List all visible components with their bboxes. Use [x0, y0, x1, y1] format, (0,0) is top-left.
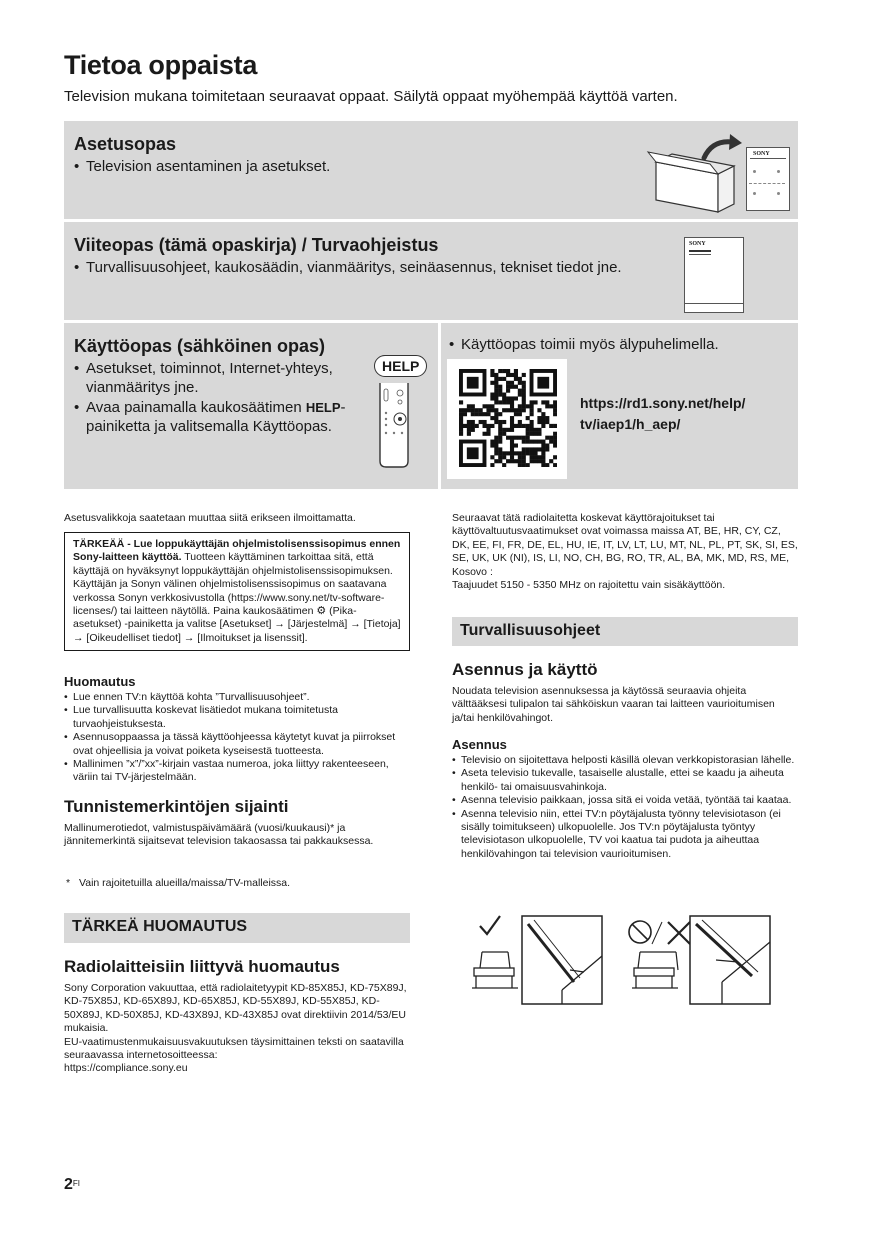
- help-guide-bullet-2: • Avaa painamalla kaukosäätimen HELP-painiketta ja valitsemalla Käyttöopas.: [74, 399, 346, 435]
- language-code: FI: [72, 1179, 81, 1188]
- list-item: • Asenna televisio niin, ettei TV:n pöytäjalusta työnny televisiotason (ei sisälly toimitukseen) ulkopuolelle. Jos TV:n pöytäjalusta työntyy televisiotason ulkopuolelle, TV voi kaatua tai pudota ja aiheuttaa henkilövahingon tai television vaurioitumisen.: [452, 807, 781, 860]
- license-notice-title: TÄRKEÄÄ - Lue loppukäyttäjän ohjelmistolisenssisopimus ennen Sony-laitteen käyttöä.: [73, 538, 401, 564]
- smartphone-note: • Käyttöopas toimii myös älypuhelimella.: [449, 336, 719, 353]
- list-item: • Asenna televisio paikkaan, jossa sitä ei voida vetää, työntää tai kaataa.: [452, 794, 792, 807]
- list-item: • Lue ennen TV:n käyttöä kohta ”Turvallisuusohjeet”.: [64, 691, 310, 703]
- list-item: • Asennusoppaassa ja tässä käyttöohjeessa käytetyt kuvat ja piirrokset ovat ohjeellisia ja voivat poiketa kyseisestä tuotteesta.: [64, 731, 396, 757]
- help-url-line-2: tv/iaep1/h_aep/: [580, 416, 681, 432]
- help-url[interactable]: [580, 393, 745, 435]
- install-intro: Noudata television asennuksessa ja käytössä seuraavia ohjeita välttääksesi tulipalon tai sähköiskun vaaran tai laitteen vaurioitumisen ja/tai henkilövahingot.: [452, 685, 775, 724]
- page-title: Tietoa oppaista: [64, 50, 258, 80]
- qr-code-frame: [447, 359, 567, 479]
- incorrect-placement-figure: [629, 916, 770, 1004]
- list-item: • Aseta televisio tukevalle, tasaiselle alustalle, ettei se kaadu ja aiheuta henkilö- tai omaisuusvahinkoja.: [452, 767, 784, 793]
- safety-bar: Turvallisuusohjeet: [452, 617, 798, 646]
- reference-guide-booklet: [684, 237, 744, 313]
- install-list: [452, 754, 798, 861]
- help-guide-panel: [64, 323, 438, 489]
- sony-logo: SONY: [689, 241, 706, 247]
- setup-guide-title: Asetusopas: [74, 134, 177, 154]
- reference-guide-bullet: • Turvallisuusohjeet, kaukosäädin, vianmääritys, seinäasennus, tekniset tiedot jne.: [74, 259, 622, 276]
- label-location-text: Mallinumerotiedot, valmistuspäivämäärä (vuosi/kuukausi)* ja jännitemerkintä sijaitsevat television takaosassa tai pakkauksessa.: [64, 822, 374, 848]
- checkmark-icon: [480, 916, 500, 934]
- help-url-line-1: https://rd1.sony.net/help/: [580, 395, 746, 411]
- list-item: • Mallinimen ”x”/”xx”-kirjain vastaa numeroa, joka liittyy rakenteeseen, väriin tai TV-järjestelmään.: [64, 758, 389, 784]
- radio-restrictions: Seuraavat tätä radiolaitetta koskevat käyttörajoitukset tai käyttövaltuutusvaatimukset ovat voimassa maissa AT, BE, HR, CY, CZ, DK, EE, FI, FR, DE, EL, HU, IE, IT, LV, LT, LU, MT, NL, PL, PT, SK, SI, ES, SE, UK, UK (NI), IS, LI, NO, CH, BG, RO, TR, AL, BA, MK, MD, RS, ME, Kosovo : Taajuudet 5150 - 5350 MHz on rajoitettu vain sisäkäyttöön.: [452, 512, 798, 592]
- note-list: [64, 691, 414, 785]
- label-location-heading: Tunnistemerkintöjen sijainti: [64, 797, 289, 816]
- note-heading: Huomautus: [64, 674, 136, 689]
- help-guide-title: Käyttöopas (sähköinen opas): [74, 336, 326, 356]
- license-notice-box: TÄRKEÄÄ - Lue loppukäyttäjän ohjelmistolisenssisopimus ennen Sony-laitteen käyttöä. Tuotteen käyttäminen tarkoittaa sitä, että käyttäjä on hyväksynyt loppukäyttäjän ohjelmistolisenssisopimuksen. Käyttäjän ja Sonyn välinen ohjelmistolisenssisopimus on saatavana verkossa Sonyn verkkosivustolla (https://www.sony.net/tv-software-licenses/) tai laitteen näytöllä. Paina kaukosäätimen ⚙ (Pika-asetukset) -painiketta ja valitse [Asetukset] → [Järjestelmä] → [Tietoja] → [Oikeudelliset tiedot] → [Ilmoitukset ja lisenssit].: [64, 532, 410, 651]
- setup-guide-panel: [64, 121, 798, 219]
- install-heading: Asennus ja käyttö: [452, 660, 598, 679]
- important-notice-bar: TÄRKEÄ HUOMAUTUS: [64, 913, 410, 943]
- settings-note: Asetusvalikkoja saatetaan muuttaa siitä erikseen ilmoittamatta.: [64, 512, 356, 524]
- setup-guide-booklet: [746, 147, 790, 211]
- page-number: $2^{FI}$: [64, 1176, 81, 1193]
- tv-box-icon: [646, 134, 746, 216]
- install-subheading: Asennus: [452, 737, 507, 752]
- correct-placement-figure: [472, 916, 602, 1004]
- compliance-url[interactable]: https://compliance.sony.eu: [64, 1062, 188, 1075]
- reference-guide-panel: [64, 222, 798, 320]
- page-subtitle: Television mukana toimitetaan seuraavat oppaat. Säilytä oppaat myöhempää käyttöä varten.: [64, 88, 678, 105]
- remote-control-icon: [376, 383, 416, 469]
- footnote: * Vain rajoitetuilla alueilla/maissa/TV-malleissa.: [66, 877, 291, 889]
- sony-logo: SONY: [753, 151, 770, 157]
- radio-notice-heading: Radiolaitteisiin liittyvä huomautus: [64, 957, 340, 976]
- reference-guide-title: Viiteopas (tämä opaskirja) / Turvaohjeistus: [74, 235, 439, 255]
- qr-code[interactable]: [459, 369, 557, 467]
- gear-icon: ⚙: [316, 605, 327, 618]
- help-badge: HELP: [374, 355, 427, 377]
- help-guide-bullet-1: • Asetukset, toiminnot, Internet-yhteys, vianmääritys jne.: [74, 360, 333, 396]
- smartphone-panel: [441, 323, 798, 489]
- list-item: • Lue turvallisuutta koskevat lisätiedot mukana toimitetusta turvaohjeistuksesta.: [64, 704, 338, 730]
- radio-notice-text: Sony Corporation vakuuttaa, että radiolaitetyypit KD-85X85J, KD-75X89J, KD-75X85J, KD-65X89J, KD-65X85J, KD-55X89J, KD-55X85J, KD-50X89J, KD-50X85J, KD-43X89J, KD-43X85J ovat direktiivin 2014/53/EU mukaisia. EU-vaatimustenmukaisuusvakuutuksen täysimittainen teksti on saatavilla seuraavassa internetosoitteessa: https://compliance.sony.eu: [64, 982, 410, 1076]
- setup-guide-bullet: • Television asentaminen ja asetukset.: [74, 158, 331, 175]
- installation-illustration: [462, 912, 782, 1008]
- list-item: • Televisio on sijoitettava helposti käsillä olevan verkkopistorasian lähelle.: [452, 754, 795, 766]
